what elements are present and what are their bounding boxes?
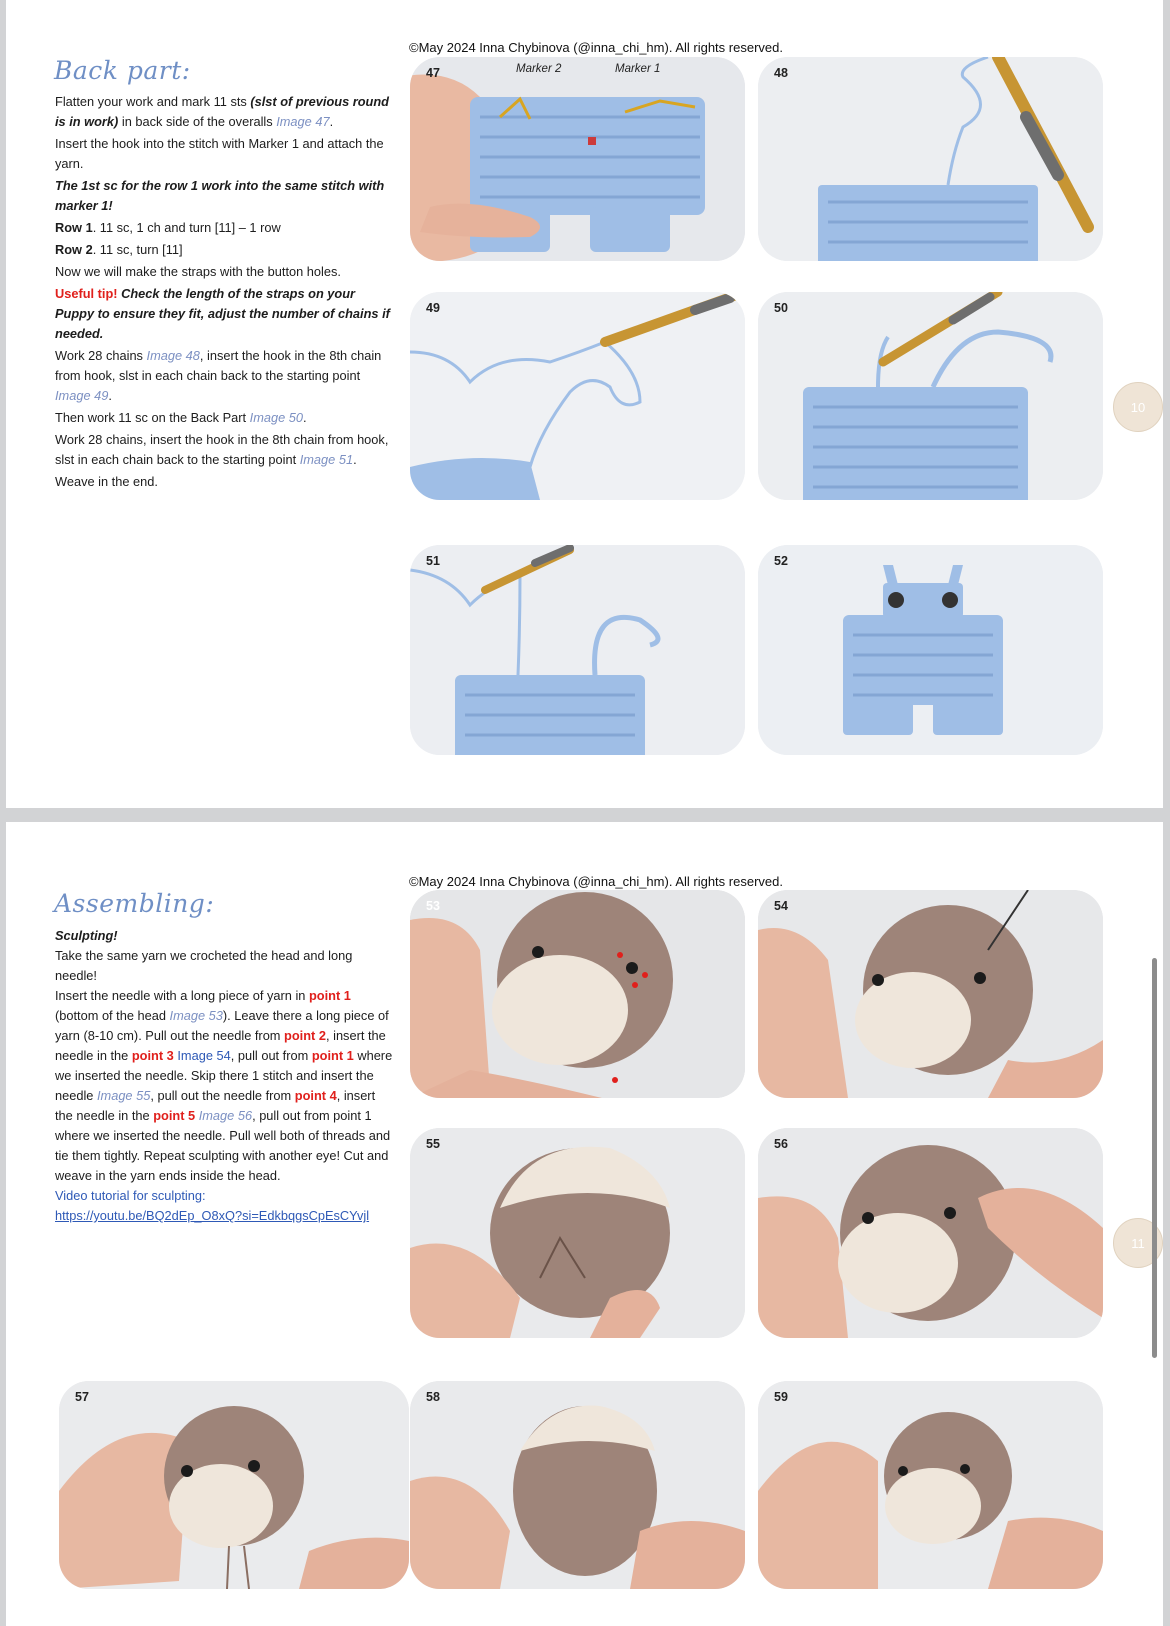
photo-51-number: 51 (426, 554, 440, 568)
text-segment: Image 53 (169, 1008, 223, 1023)
photo-52-image (758, 545, 1103, 755)
photo-55 (410, 1128, 745, 1338)
paragraph (55, 92, 395, 132)
marker-1-label: Marker 1 (615, 63, 661, 75)
text-segment: Row 1 (55, 220, 93, 235)
text-segment: (bottom of the head (55, 1008, 170, 1023)
photo-57-number: 57 (75, 1390, 89, 1404)
text-segment: . (303, 410, 307, 425)
text-segment: Image 54 (173, 1048, 231, 1063)
text-segment: . 11 sc, 1 ch and turn [11] – 1 row (92, 220, 281, 235)
paragraph (55, 430, 395, 470)
page-number-badge-2: 11 (1113, 1218, 1163, 1268)
photo-47 (410, 57, 745, 261)
section-title-assembling: Assembling: (54, 889, 215, 918)
photo-47-number: 47 (426, 66, 440, 80)
text-segment: Then work 11 sc on the Back Part (55, 410, 250, 425)
photo-59-number: 59 (774, 1390, 788, 1404)
paragraph (55, 262, 395, 282)
paragraph (55, 926, 395, 946)
photo-49-number: 49 (426, 301, 440, 315)
copyright-notice-2: ©May 2024 Inna Chybinova (@inna_chi_hm). All rights reserved. (409, 874, 783, 889)
text-segment: . 11 sc, turn [11] (92, 242, 183, 257)
text-segment: where we inserted the needle. Skip there 1 stitch and insert the needle (55, 1048, 393, 1103)
paragraph (55, 946, 395, 986)
text-segment: Insert the needle with a long piece of yarn in (55, 988, 309, 1003)
photo-51 (410, 545, 745, 755)
assembling-instructions (55, 926, 395, 1226)
text-segment: Row 2 (55, 242, 93, 257)
photo-56-image (758, 1128, 1103, 1338)
photo-57-image (59, 1381, 409, 1589)
text-segment: Image 49 (55, 388, 109, 403)
page-number-badge: 10 (1113, 382, 1163, 432)
photo-52 (758, 545, 1103, 755)
text-segment: Take the same yarn we crocheted the head and long needle! (55, 948, 353, 983)
video-tutorial-link[interactable]: https://youtu.be/BQ2dEp_O8xQ?si=EdkbqgsCpEsCYvjl (55, 1208, 370, 1223)
photo-49-image (410, 292, 745, 500)
photo-56-number: 56 (774, 1137, 788, 1151)
text-segment: point 1 (311, 1048, 354, 1063)
text-segment: . (353, 452, 357, 467)
copyright-notice: ©May 2024 Inna Chybinova (@inna_chi_hm). All rights reserved. (409, 40, 783, 55)
photo-54-number: 54 (774, 899, 788, 913)
paragraph (55, 472, 395, 492)
paragraph (55, 176, 395, 216)
text-segment: Image 48 (146, 348, 200, 363)
text-segment: Image 55 (96, 1088, 151, 1103)
page-10 (6, 0, 1163, 808)
text-segment: Weave in the end. (55, 474, 158, 489)
photo-50 (758, 292, 1103, 500)
paragraph (55, 986, 395, 1186)
marker-2-label: Marker 2 (516, 63, 562, 75)
text-segment: Check the length of the straps on your Puppy to ensure they fit, adjust the number of chains if needed. (55, 286, 390, 341)
photo-58 (410, 1381, 745, 1589)
text-segment: in back side of the overalls (118, 114, 277, 129)
text-segment: ). Leave there a long piece of yarn (8-10 cm). Pull out the needle from (55, 1008, 389, 1043)
paragraph (55, 134, 395, 174)
text-segment: point 2 (284, 1028, 326, 1043)
photo-55-image (410, 1128, 745, 1338)
paragraph (55, 218, 395, 238)
section-title-back-part: Back part: (54, 56, 191, 85)
text-segment: Now we will make the straps with the button holes. (55, 264, 341, 279)
text-segment: Work 28 chains, insert the hook in the 8th chain from hook, slst in each chain back to the starting point (55, 432, 389, 467)
text-segment: Image 50 (249, 410, 304, 425)
paragraph (55, 408, 395, 428)
photo-59-image (758, 1381, 1103, 1589)
photo-56 (758, 1128, 1103, 1338)
photo-48-image (758, 57, 1103, 261)
text-segment: Insert the hook into the stitch with Marker 1 and attach the yarn. (55, 136, 384, 171)
photo-53 (410, 890, 745, 1098)
photo-58-number: 58 (426, 1390, 440, 1404)
text-segment: Image 47 (276, 114, 330, 129)
paragraph (55, 284, 395, 344)
text-segment: . (108, 388, 112, 403)
text-segment: , insert the needle in the (55, 1028, 386, 1063)
photo-48-number: 48 (774, 66, 788, 80)
text-segment: . (329, 114, 334, 129)
paragraph (55, 1206, 395, 1226)
photo-50-image (758, 292, 1103, 500)
text-segment: Useful tip! (55, 286, 118, 301)
text-segment: Image 56 (198, 1108, 253, 1123)
text-segment: Video tutorial for sculpting: (55, 1188, 206, 1203)
paragraph (55, 240, 395, 260)
text-segment: (slst of previous round is in work) (55, 94, 390, 129)
photo-54 (758, 890, 1103, 1098)
photo-47-image (410, 57, 745, 261)
back-part-instructions (55, 92, 395, 492)
text-segment: , insert the hook in the 8th chain from hook, slst in each chain back to the starting point (55, 348, 382, 383)
paragraph (55, 1186, 395, 1206)
text-segment: , insert the needle in the (55, 1088, 376, 1123)
photo-53-number: 53 (426, 899, 440, 913)
text-segment: Work 28 chains (55, 348, 147, 363)
text-segment: Sculpting! (55, 928, 118, 943)
photo-50-number: 50 (774, 301, 788, 315)
photo-52-number: 52 (774, 554, 788, 568)
page-11 (6, 822, 1163, 1626)
text-segment: point 5 (153, 1108, 196, 1123)
text-segment: , pull out from point 1 where we inserted the needle. Pull well both of threads and tie them tightly. Repeat sculpting with another eye! Cut and weave in the yarn ends inside the head. (55, 1108, 391, 1183)
photo-48 (758, 57, 1103, 261)
text-segment: , pull out from (230, 1048, 312, 1063)
photo-55-number: 55 (426, 1137, 440, 1151)
text-segment: The 1st sc for the row 1 work into the same stitch with marker 1! (55, 178, 385, 213)
paragraph (55, 346, 395, 406)
photo-59 (758, 1381, 1103, 1589)
photo-54-image (758, 890, 1103, 1098)
text-segment: point 3 (131, 1048, 174, 1063)
text-segment: point 1 (308, 988, 351, 1003)
text-segment: point 4 (294, 1088, 337, 1103)
photo-57 (59, 1381, 409, 1589)
photo-53-image (410, 890, 745, 1098)
text-segment: Image 51 (299, 452, 354, 467)
vertical-scrollbar[interactable] (1152, 958, 1157, 1358)
photo-49 (410, 292, 745, 500)
photo-51-image (410, 545, 745, 755)
text-segment: , pull out the needle from (150, 1088, 295, 1103)
photo-58-image (410, 1381, 745, 1589)
text-segment: Flatten your work and mark 11 sts (55, 94, 251, 109)
